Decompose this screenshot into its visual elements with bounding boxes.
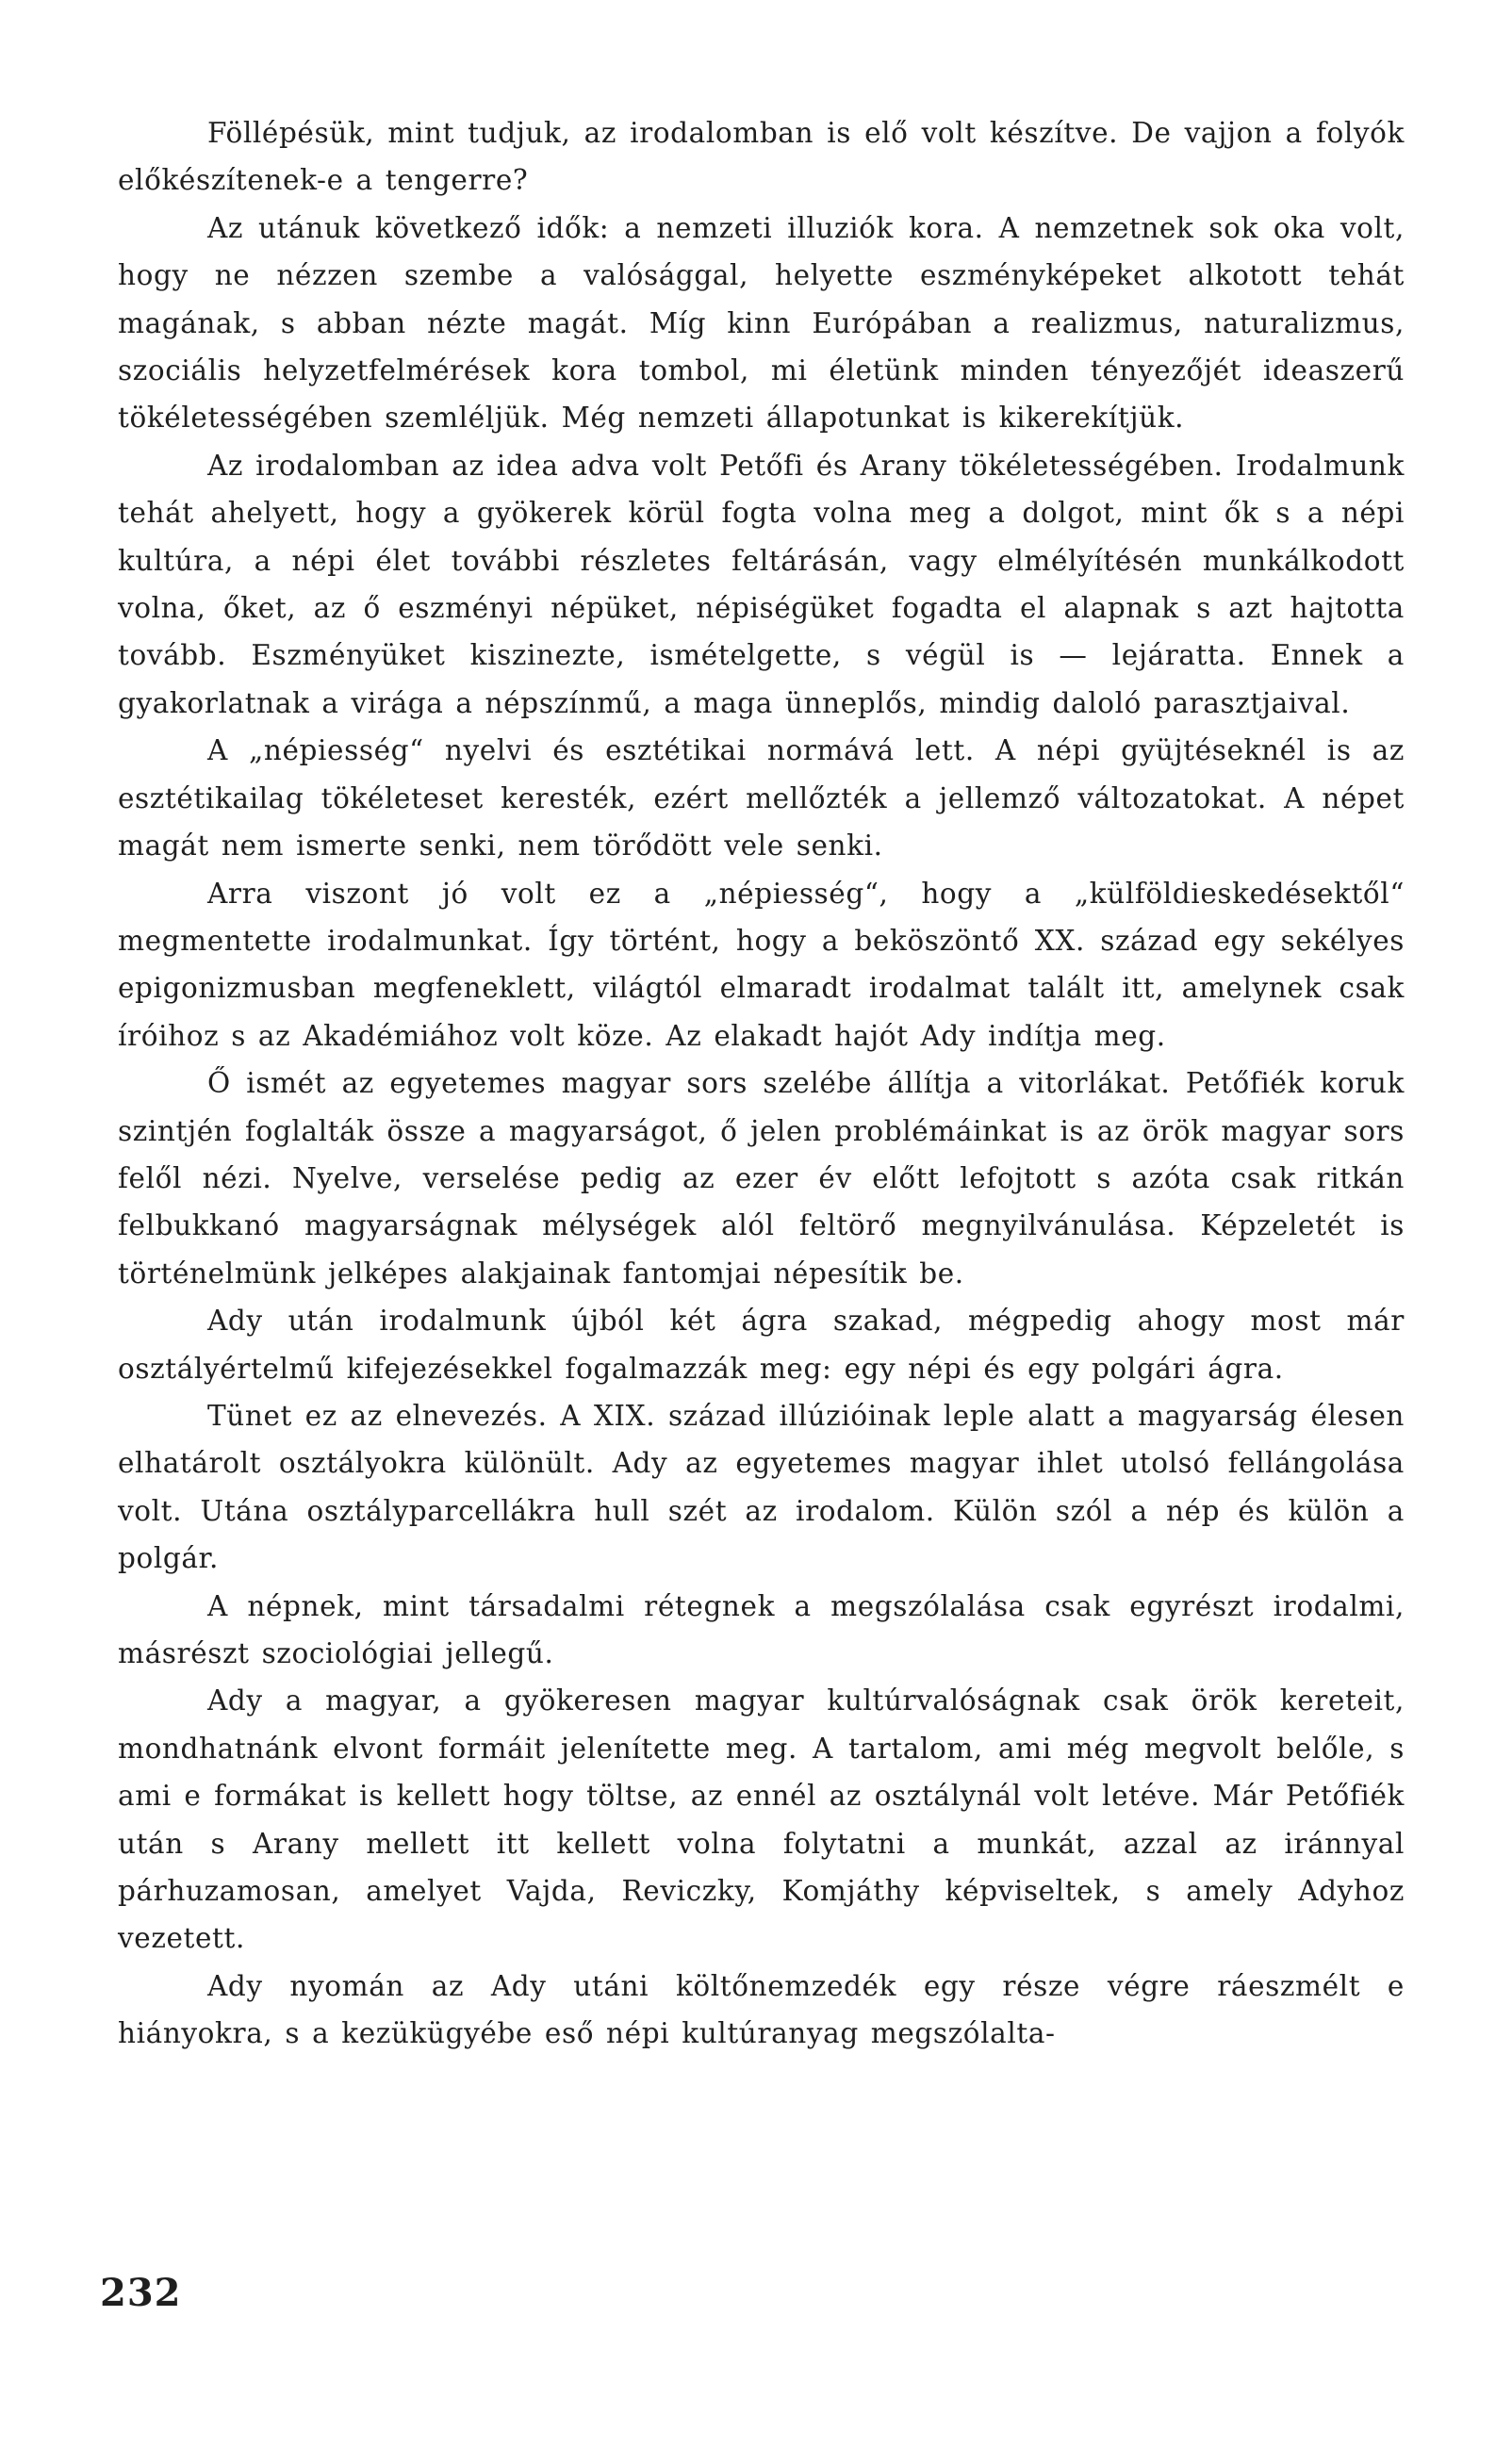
paragraph: A népnek, mint társadalmi rétegnek a megszólalása csak egyrészt irodalmi, másrészt szociológiai jellegű. <box>118 1589 1405 1669</box>
paragraph: Az utánuk következő idők: a nemzeti illuziók kora. A nemzetnek sok oka volt, hogy ne nézzen szembe a valósággal, helyette eszményképeket alkotott tehát magának, s abban nézte magát. Míg kinn Európában a realizmus, naturalizmus, szociális helyzetfelmérések kora tombol, mi életünk minden tényezőjét ideaszerű tökéletességében szemléljük. Még nemzeti állapotunkat is kikerekítjük. <box>118 211 1405 435</box>
paragraph: Az irodalomban az idea adva volt Petőfi és Arany tökéletességében. Irodalmunk tehát ahelyett, hogy a gyökerek körül fogta volna meg a dolgot, mint ők s a népi kultúra, a népi élet további részletes feltárásán, vagy elmélyítésén munkálkodott volna, őket, az ő eszményi népüket, népiségüket fogadta el alapnak s azt hajtotta tovább. Eszményüket kiszinezte, ismételgette, s végül is — lejáratta. Ennek a gyakorlatnak a virága a népszínmű, a maga ünneplős, mindig daloló parasztjaival. <box>118 449 1405 719</box>
paragraph: Ady a magyar, a gyökeresen magyar kultúrvalóságnak csak örök kereteit, mondhatnánk elvont formáit jelenítette meg. A tartalom, ami még megvolt belőle, s ami e formákat is kellett hogy töltse, az ennél az osztálynál volt letéve. Már Petőfiék után s Arany mellett itt kellett volna folytatni a munkát, azzal az iránnyal párhuzamosan, amelyet Vajda, Reviczky, Komjáthy képviseltek, s amely Adyhoz vezetett. <box>118 1684 1405 1955</box>
paragraph: Tünet ez az elnevezés. A XIX. század illúzióinak leple alatt a magyarság élesen elhatárolt osztályokra különült. Ady az egyetemes magyar ihlet utolsó fellángolása volt. Utána osztályparcellákra hull szét az irodalom. Külön szól a nép és külön a polgár. <box>118 1399 1405 1575</box>
page-body-text <box>118 109 1405 2058</box>
paragraph: A „népiesség“ nyelvi és esztétikai normává lett. A népi gyüjtéseknél is az esztétikailag tökéleteset keresték, ezért mellőzték a jellemző változatokat. A népet magát nem ismerte senki, nem törődött vele senki. <box>118 734 1405 863</box>
paragraph: Arra viszont jó volt ez a „népiesség“, hogy a „külföldieskedésektől“ megmentette irodalmunkat. Így történt, hogy a beköszöntő XX. század egy sekélyes epigonizmusban megfeneklett, világtól elmaradt irodalmat talált itt, amelynek csak íróihoz s az Akadémiához volt köze. Az elakadt hajót Ady indítja meg. <box>118 877 1405 1052</box>
paragraph: Föllépésük, mint tudjuk, az irodalomban is elő volt készítve. De vajjon a folyók előkészítenek-e a tengerre? <box>118 117 1405 197</box>
page-number: 232 <box>100 2271 182 2315</box>
paragraph: Ő ismét az egyetemes magyar sors szelébe állítja a vitorlákat. Petőfiék koruk szintjén foglalták össze a magyarságot, ő jelen problémáinkat is az örök magyar sors felől nézi. Nyelve, verselése pedig az ezer év előtt lefojtott s azóta csak ritkán felbukkanó magyarságnak mélységek alól feltörő megnyilvánulása. Képzeletét is történelmünk jelképes alakjainak fantomjai népesítik be. <box>118 1067 1405 1290</box>
paragraph: Ady után irodalmunk újból két ágra szakad, mégpedig ahogy most már osztályértelmű kifejezésekkel fogalmazzák meg: egy népi és egy polgári ágra. <box>118 1305 1405 1385</box>
paragraph: Ady nyomán az Ady utáni költőnemzedék egy része végre ráeszmélt e hiányokra, s a kezükügyébe eső népi kultúranyag megszólalta- <box>118 1969 1405 2050</box>
